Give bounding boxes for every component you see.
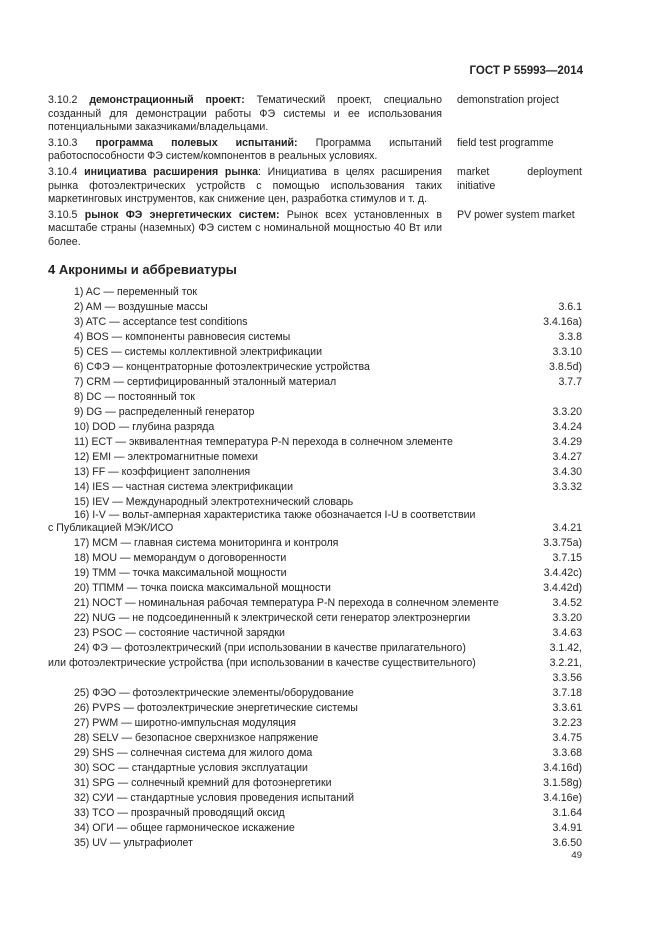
acronym-reference: 3.7.18 xyxy=(552,687,582,699)
acronym-reference: 3.3.8 xyxy=(558,331,582,343)
acronym-reference: 3.3.75a) xyxy=(543,537,582,549)
terms-section xyxy=(48,94,582,252)
acronym-reference: 3.4.29 xyxy=(552,436,582,448)
acronym-row xyxy=(48,420,582,435)
acronym-row xyxy=(48,701,582,716)
acronym-row xyxy=(48,480,582,495)
term-english: PV power system market xyxy=(457,208,575,221)
acronym-text: 1) AC — переменный ток xyxy=(74,286,197,298)
term-number: 3.10.2 xyxy=(48,94,78,106)
acronym-row xyxy=(48,315,582,330)
acronym-text: 24) ФЭ — фотоэлектрический (при использовании в качестве прилагательного) xyxy=(74,642,466,654)
acronym-row xyxy=(48,761,582,776)
acronym-row xyxy=(48,330,582,345)
acronym-row xyxy=(48,551,582,566)
acronym-row xyxy=(48,536,582,551)
acronym-reference: 3.4.16e) xyxy=(543,792,582,804)
term-name: инициатива расширения рынка xyxy=(84,165,258,178)
acronym-row xyxy=(48,465,582,480)
acronym-reference: 3.1.42, xyxy=(549,642,582,654)
acronym-row xyxy=(48,521,582,536)
acronym-text: 19) TMM — точка максимальной мощности xyxy=(74,567,287,579)
acronym-reference: 3.3.56 xyxy=(552,672,582,684)
acronym-text: 27) PWM — широтно-импульсная модуляция xyxy=(74,717,296,729)
acronym-reference: 3.3.20 xyxy=(552,612,582,624)
acronym-reference: 3.4.42d) xyxy=(543,582,582,594)
acronym-text: 4) BOS — компоненты равновесия системы xyxy=(74,331,291,343)
term-english: market deployment initiative xyxy=(457,165,582,192)
acronym-text: 21) NOCT — номинальная рабочая температура P-N перехода в солнечном элементе xyxy=(74,597,499,609)
acronym-reference: 3.4.63 xyxy=(552,627,582,639)
term-definition: Рынок всех установленных в масштабе страны (наземных) ФЭ систем с номинальной мощностью 40 Вт или более. xyxy=(48,208,442,248)
acronym-reference: 3.4.21 xyxy=(552,522,582,534)
acronym-text: 3) ATC — acceptance test conditions xyxy=(74,316,248,328)
acronym-row xyxy=(48,776,582,791)
acronym-text: 34) ОГИ — общее гармоническое искажение xyxy=(74,822,295,834)
acronym-text: 35) UV — ультрафиолет xyxy=(74,837,193,849)
acronym-reference: 3.4.16a) xyxy=(543,316,582,328)
acronym-text: 26) PVPS — фотоэлектрические энергетические системы xyxy=(74,702,358,714)
acronym-reference: 3.1.64 xyxy=(552,807,582,819)
term-english: field test programme xyxy=(457,136,554,149)
term-number: 3.10.4 xyxy=(48,165,78,178)
acronym-reference: 3.4.52 xyxy=(552,597,582,609)
term-number: 3.10.5 xyxy=(48,208,78,221)
term-entry xyxy=(48,137,582,164)
acronym-reference: 3.1.58g) xyxy=(543,777,582,789)
term-entry xyxy=(48,94,582,135)
acronym-text: 32) СУИ — стандартные условия проведения испытаний xyxy=(74,792,355,804)
acronym-row xyxy=(48,671,582,686)
acronym-reference: 3.4.75 xyxy=(552,732,582,744)
term-entry xyxy=(48,166,582,207)
acronym-row xyxy=(48,791,582,806)
acronym-text: 7) CRM — сертифицированный эталонный материал xyxy=(74,376,337,388)
acronym-row xyxy=(48,656,582,671)
acronym-text: 6) СФЭ — концентраторные фотоэлектрические устройства xyxy=(74,361,370,373)
term-english: demonstration project xyxy=(457,94,559,106)
acronym-reference: 3.4.27 xyxy=(552,451,582,463)
acronym-text: 23) PSOC — состояние частичной зарядки xyxy=(74,627,285,639)
term-definition: : Инициатива в целях расширения рынка фотоэлектрических устройств с помощью использования таких маркетинговых инструментов, как снижение цен, разработка стимулов и т. д. xyxy=(48,165,442,206)
acronym-row xyxy=(48,510,582,521)
acronym-text: 25) ФЭО — фотоэлектрические элементы/оборудование xyxy=(74,687,354,699)
acronym-reference: 3.6.1 xyxy=(558,301,582,313)
acronym-text: 16) I-V — вольт-амперная характеристика также обозначается I-U в соответствии xyxy=(74,509,476,521)
term-definition: Тематический проект, специально созданный для демонстрации работы ФЭ системы и ее использования потенциальными заказчиками/владельцами. xyxy=(48,94,442,134)
acronym-row xyxy=(48,405,582,420)
acronym-row xyxy=(48,497,582,508)
acronym-row xyxy=(48,450,582,465)
acronym-reference: 3.4.24 xyxy=(552,421,582,433)
acronym-text: 28) SELV — безопасное сверхнизкое напряжение xyxy=(74,732,319,744)
acronym-row xyxy=(48,390,582,405)
acronym-list xyxy=(48,285,582,851)
acronym-row xyxy=(48,686,582,701)
acronym-text: 14) IES — частная система электрификации xyxy=(74,481,294,493)
acronym-text: 9) DG — распределенный генератор xyxy=(74,406,255,418)
acronym-reference: 3.3.68 xyxy=(552,747,582,759)
acronym-text: 11) ECT — эквивалентная температура P-N перехода в солнечном элементе xyxy=(74,436,453,448)
acronym-reference: 3.3.10 xyxy=(552,346,582,358)
acronym-text: 17) MCM — главная система мониторинга и контроля xyxy=(74,537,339,549)
acronym-text: 22) NUG — не подсоединенный к электрической сети генератор электроэнергии xyxy=(74,612,471,624)
acronym-reference: 3.3.20 xyxy=(552,406,582,418)
term-definition: Программа испытаний работоспособности ФЭ систем/компонентов в реальных условиях. xyxy=(48,136,442,163)
acronym-row xyxy=(48,375,582,390)
document-id: ГОСТ Р 55993—2014 xyxy=(469,65,583,77)
acronym-text: или фотоэлектрические устройства (при использовании в качестве существительного) xyxy=(48,657,476,669)
acronym-text: 20) ТПММ — точка поиска максимальной мощности xyxy=(74,582,331,594)
acronym-row xyxy=(48,360,582,375)
page-number: 49 xyxy=(571,850,582,861)
acronym-text: 18) MOU — меморандум о договоренности xyxy=(74,552,287,564)
acronym-row xyxy=(48,345,582,360)
acronym-reference: 3.4.30 xyxy=(552,466,582,478)
term-name: рынок ФЭ энергетических систем: xyxy=(84,208,280,221)
acronym-text: 29) SHS — солнечная система для жилого дома xyxy=(74,747,313,759)
acronym-text: 30) SOC — стандартные условия эксплуатации xyxy=(74,762,308,774)
acronym-text: 15) IEV — Международный электротехнический словарь xyxy=(74,496,354,508)
acronym-reference: 3.2.23 xyxy=(552,717,582,729)
acronym-row xyxy=(48,836,582,851)
acronym-row xyxy=(48,566,582,581)
section-heading: 4 Акронимы и аббревиатуры xyxy=(48,262,237,277)
acronym-row xyxy=(48,435,582,450)
acronym-row xyxy=(48,821,582,836)
acronym-reference: 3.3.32 xyxy=(552,481,582,493)
acronym-text: 31) SPG — солнечный кремний для фотоэнергетики xyxy=(74,777,332,789)
acronym-row xyxy=(48,746,582,761)
term-entry xyxy=(48,209,582,250)
acronym-row xyxy=(48,716,582,731)
acronym-text: 13) FF — коэффициент заполнения xyxy=(74,466,251,478)
acronym-row xyxy=(48,581,582,596)
acronym-reference: 3.4.91 xyxy=(552,822,582,834)
acronym-reference: 3.6.50 xyxy=(552,837,582,849)
acronym-row xyxy=(48,300,582,315)
acronym-text: 8) DC — постоянный ток xyxy=(74,391,195,403)
acronym-reference: 3.7.15 xyxy=(552,552,582,564)
acronym-row xyxy=(48,596,582,611)
acronym-reference: 3.8.5d) xyxy=(549,361,582,373)
acronym-row xyxy=(48,806,582,821)
acronym-reference: 3.4.42c) xyxy=(543,567,582,579)
acronym-text: с Публикацией МЭК/ИСО xyxy=(48,522,174,534)
term-name: демонстрационный проект: xyxy=(89,94,245,106)
acronym-row xyxy=(48,611,582,626)
term-name: программа полевых испытаний: xyxy=(95,136,298,149)
acronym-row xyxy=(48,626,582,641)
acronym-text: 5) CES — системы коллективной электрификации xyxy=(74,346,322,358)
acronym-row xyxy=(48,731,582,746)
acronym-row xyxy=(48,285,582,300)
acronym-row xyxy=(48,641,582,656)
acronym-text: 33) TCO — прозрачный проводящий оксид xyxy=(74,807,285,819)
acronym-reference: 3.2.21, xyxy=(549,657,582,669)
acronym-text: 12) EMI — электромагнитные помехи xyxy=(74,451,258,463)
acronym-reference: 3.4.16d) xyxy=(543,762,582,774)
term-number: 3.10.3 xyxy=(48,136,78,149)
acronym-text: 10) DOD — глубина разряда xyxy=(74,421,215,433)
acronym-reference: 3.3.61 xyxy=(552,702,582,714)
acronym-reference: 3.7.7 xyxy=(558,376,582,388)
acronym-text: 2) AM — воздушные массы xyxy=(74,301,208,313)
